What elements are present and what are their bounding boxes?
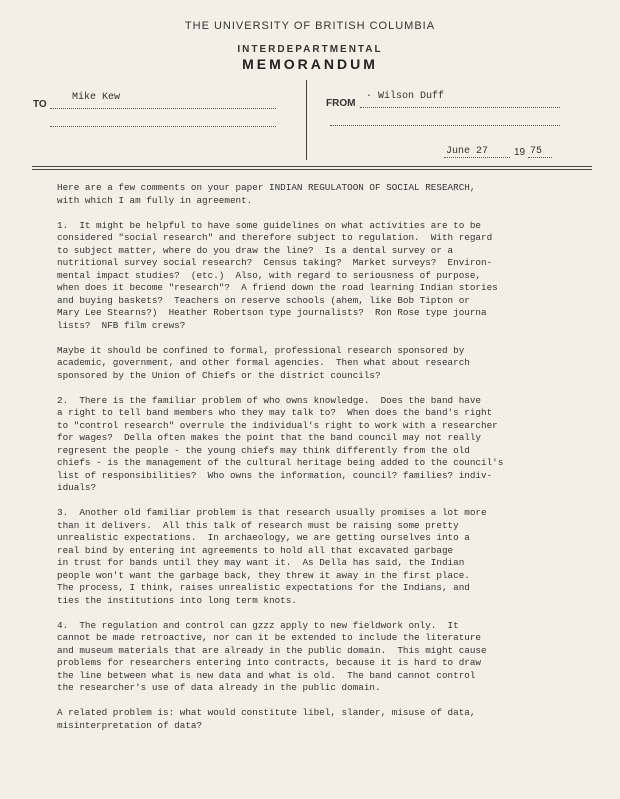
paragraph-1b: Maybe it should be confined to formal, professional research sponsored by academic, government, and other formal agencies. Then what about research sponsored by the Union of Chiefs or the district councils? (57, 344, 470, 381)
to-value: Mike Kew (72, 92, 121, 103)
date-day: June 27 (446, 146, 489, 157)
date-day-line (444, 157, 510, 158)
from-line-1 (360, 107, 560, 108)
date-year: 75 (530, 146, 543, 157)
paragraph-5: A related problem is: what would constitute libel, slander, misuse of data, misinterpretation of data? (57, 707, 476, 731)
paragraph-2: 2. There is the familiar problem of who owns knowledge. Does the band have a right to tell band members who they may talk to? When does the band's right to "control research" overrule the individual's right to work with a researcher for wages? Della often makes the point that the band council may not really regresent the people - the young chiefs may think differently from the old chiefs - is the management of the cultural heritage being added to the council's list of responsibilities? Who owns the information, council? families? indiv- iduals? (57, 394, 504, 493)
date-year-line (528, 157, 552, 158)
header-rule-2 (32, 169, 592, 170)
paragraph-1: 1. It might be helpful to have some guidelines on what activities are to be considered "social research" and therefore subject to regulation. With regard to subject matter, where do you draw the line? Is a dental survey or a nutritional survey social research? Census taking? Market surveys? Environ- mental impact studies? (etc.) Also, with regard to seriousness of purpose, when does it become "research"? A friend down the road learning Indian stories and buying baskets? Teachers on reserve schools (ahem, like Bob Tipton or Mary Lee Stearns?) Heather Robertson type journalists? Ron Rose type journa lists? NFB film crews? (57, 219, 498, 331)
paragraph-4: 4. The regulation and control can gzzz apply to new fieldwork only. It cannot be made retroactive, nor can it be extended to include the literature and museum materials that are already in the public domain. This might cause problems for researchers entering into contracts, because it is hard to draw the line between what is new data and what is old. The band cannot control the researcher's use of data already in the public domain. (57, 619, 487, 693)
from-value: · Wilson Duff (366, 91, 445, 102)
date-year-prefix: 19 (514, 147, 526, 158)
department-label: INTERDEPARTMENTAL (237, 44, 383, 55)
university-name: THE UNIVERSITY OF BRITISH COLUMBIA (184, 20, 436, 32)
header-rule-1 (32, 166, 592, 167)
paragraph-3: 3. Another old familiar problem is that research usually promises a lot more than it delivers. All this talk of research must be raising some pretty unrealistic expectations. In archaeology, we are getting ourselves into a real bind by entering int agreements to hold all that excavated garbage in trust for bands until they may want it. As Della has said, the Indian people won't want the garbage back, they threw it away in the first place. The process, I think, raises unrealistic expectations for the Indians, and ties the institutions into long term knots. (57, 507, 487, 606)
to-label: TO (33, 99, 47, 110)
to-line-2 (50, 126, 276, 127)
from-label: FROM (326, 98, 356, 109)
from-line-2 (330, 125, 560, 126)
to-line-1 (50, 108, 276, 109)
header-divider (306, 80, 307, 160)
memo-body (57, 182, 577, 745)
intro-paragraph: Here are a few comments on your paper INDIAN REGULATOON OF SOCIAL RESEARCH, with which I am fully in agreement. (57, 182, 476, 206)
memo-title: MEMORANDUM (242, 56, 378, 72)
